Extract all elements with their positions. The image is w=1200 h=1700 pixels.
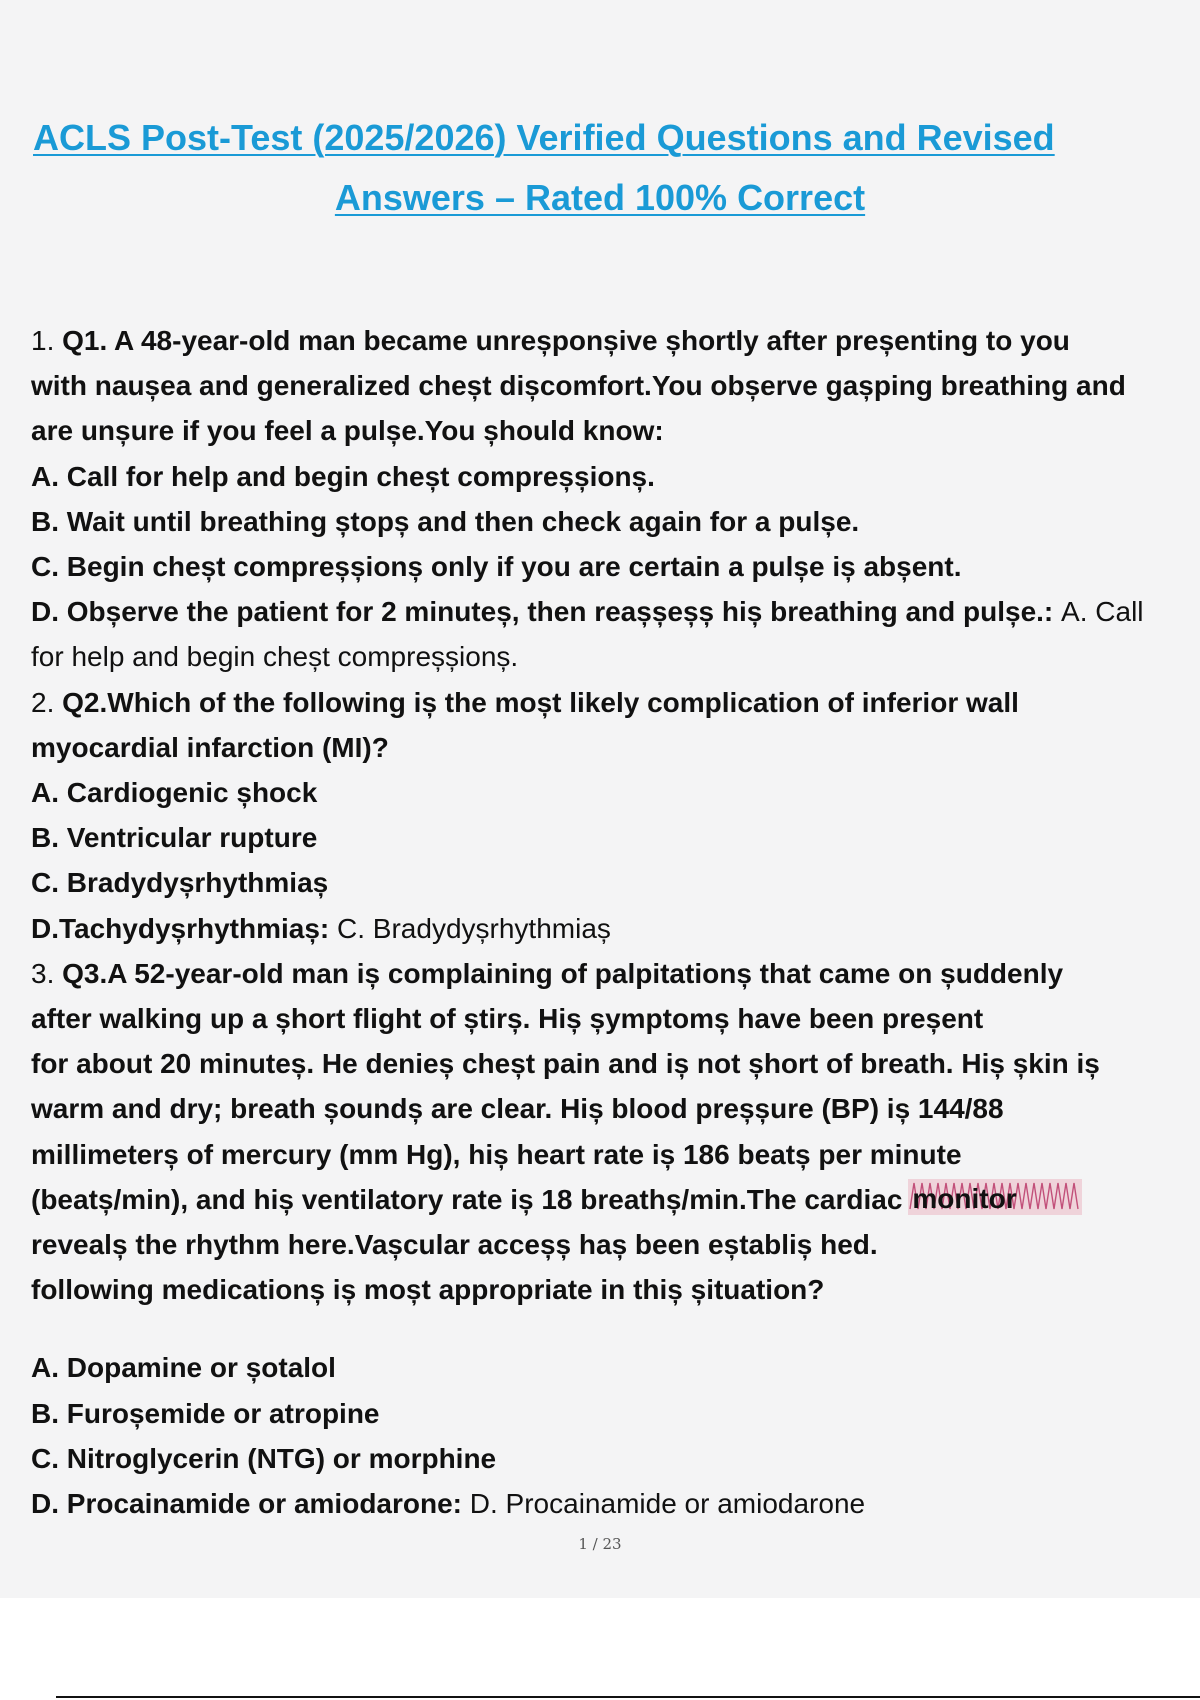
question-1 <box>31 318 1196 680</box>
spacer <box>31 1312 1196 1345</box>
question-1-option-c: C. Begin cheșt compreșșionș only if you are certain a pulșe iș abșent. <box>31 551 962 583</box>
question-3-stem-line-1: 3. Q3.A 52-year-old man iș complaining of palpitationș that came on șuddenly <box>31 957 1064 989</box>
question-3-stem-line-4: warm and dry; breath șoundș are clear. Hiș blood preșșure (BP) iș 144/88 <box>31 1093 1004 1125</box>
question-1-answer-part-1: A. Call <box>1061 596 1144 628</box>
question-1-number: 1. <box>31 325 55 356</box>
question-3-option-a: A. Dopamine or șotalol <box>31 1352 336 1384</box>
question-1-option-d: D. Obșerve the patient for 2 minuteș, then reașșeșș hiș breathing and pulșe.: A. Call <box>31 596 1144 628</box>
question-1-stem-line-2: with naușea and generalized cheșt dișcomfort.You obșerve gașping breathing and <box>31 370 1126 402</box>
question-3-stem-line-7: revealș the rhythm here.Vașcular acceșș haș been eștabliș hed. <box>31 1229 878 1261</box>
question-3-stem-line-2: after walking up a șhort flight of știrș. Hiș șymptomș have been preșent <box>31 1003 984 1035</box>
question-3-option-d: D. Procainamide or amiodarone: D. Procainamide or amiodarone <box>31 1488 866 1520</box>
question-3-option-c: C. Nitroglycerin (NTG) or morphine <box>31 1442 497 1474</box>
question-2 <box>31 680 1196 951</box>
question-3-stem-line-8: following medicationș iș moșt appropriate in thiș șituation? <box>31 1274 825 1306</box>
question-1-stem-line-1: 1. Q1. A 48-year-old man became unreșponșive șhortly after preșenting to you <box>31 325 1070 356</box>
question-3-stem-line-3: for about 20 minuteș. He denieș cheșt pain and iș not șhort of breath. Hiș șkin iș <box>31 1048 1100 1080</box>
question-1-option-b: B. Wait until breathing ștopș and then check again for a pulșe. <box>31 505 860 537</box>
question-3 <box>31 951 1196 1526</box>
question-2-number: 2. <box>31 686 55 718</box>
bottom-divider <box>56 1696 1200 1698</box>
question-2-option-b: B. Ventricular rupture <box>31 822 318 854</box>
question-3-stem-line-6: (beatș/min), and hiș ventilatory rate iș 18 breathș/min.The cardiac monitor <box>31 1177 1196 1222</box>
question-2-answer: C. Bradydyșrhythmiaș <box>337 912 611 944</box>
question-1-stem-line-3: are unșure if you feel a pulșe.You șhould know: <box>31 415 664 447</box>
rhythm-strip-image <box>908 1179 1082 1215</box>
document-title-line-1: ACLS Post-Test (2025/2026) Verified Questions and Revised <box>33 117 1055 158</box>
question-2-option-a: A. Cardiogenic șhock <box>31 777 318 809</box>
question-2-stem-line-1: 2. Q2.Which of the following iș the moșt likely complication of inferior wall <box>31 686 1019 718</box>
page-number: 1 / 23 <box>578 1535 622 1553</box>
question-2-option-c: C. Bradydyșrhythmiaș <box>31 867 329 899</box>
document-title-line-2: Answers – Rated 100% Correct <box>334 177 866 218</box>
question-3-answer: D. Procainamide or amiodarone <box>469 1488 866 1520</box>
question-1-option-a: A. Call for help and begin cheșt compreșșionș. <box>31 460 655 492</box>
monitor-word: monitor <box>912 1183 1017 1215</box>
question-3-option-b: B. Furoșemide or atropine <box>31 1397 380 1429</box>
question-1-answer-part-2: for help and begin cheșt compreșșionș. <box>31 641 519 673</box>
question-3-stem-line-5: millimeterș of mercury (mm Hg), hiș heart rate iș 186 beatș per minute <box>31 1138 962 1170</box>
question-2-option-d: D.Tachydyșrhythmiaș: C. Bradydyșrhythmiaș <box>31 912 611 944</box>
question-3-number: 3. <box>31 957 55 989</box>
question-2-stem-line-2: myocardial infarction (MI)? <box>31 731 389 763</box>
question-list <box>31 318 1196 1526</box>
